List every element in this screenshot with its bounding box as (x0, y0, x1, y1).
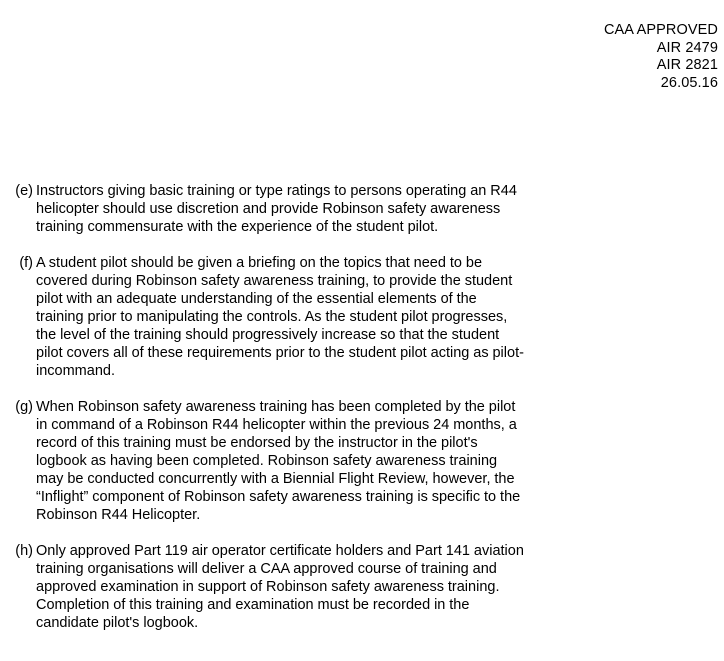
clause-label-f: (f) (19, 255, 33, 271)
header-line-date: 26.05.16 (660, 74, 718, 91)
clause-text-g: When Robinson safety awareness training has been completed by the pilot in command of a Robinson R44 helicopter within the previous 24 months, a record of this training must be endorsed by the instructor in the pilot's logbook as having been completed. Robinson safety awareness training may be conducted concurrently with a Biennial Flight Review, however, the “Inflight” component of Robinson safety awareness training is specific to the Robinson R44 Helicopter. (36, 399, 521, 523)
header-line-air-2821: AIR 2821 (656, 57, 718, 73)
clause-text-e: Instructors giving basic training or type ratings to persons operating an R44 helicopter should use discretion and provide Robinson safety awareness training commensurate with the experience of the student pilot. (36, 183, 517, 235)
header-line-air-2479: AIR 2479 (656, 39, 718, 56)
clause-h (0, 542, 724, 632)
document-body (0, 182, 724, 632)
clause-text-f: A student pilot should be given a briefing on the topics that need to be covered during Robinson safety awareness training, to provide the student pilot with an adequate understanding of the essential elements of the training prior to manipulating the controls. As the student pilot progresses, the level of the training should progressively increase so that the student pilot covers all of these requirements prior to the student pilot acting as pilot-incommand. (36, 255, 524, 379)
clause-f (0, 254, 724, 380)
clause-text-h: Only approved Part 119 air operator certificate holders and Part 141 aviation training organisations will deliver a CAA approved course of training and approved examination in support of Robinson safety awareness training. Completion of this training and examination must be recorded in the candidate pilot's logbook. (36, 543, 524, 631)
clause-label-h: (h) (15, 543, 33, 559)
clause-label-e: (e) (15, 183, 33, 199)
header-line-approval: CAA APPROVED (603, 22, 718, 38)
clause-g (0, 398, 724, 524)
clause-label-g: (g) (15, 399, 33, 415)
document-header (604, 22, 718, 92)
clause-e (0, 182, 724, 236)
